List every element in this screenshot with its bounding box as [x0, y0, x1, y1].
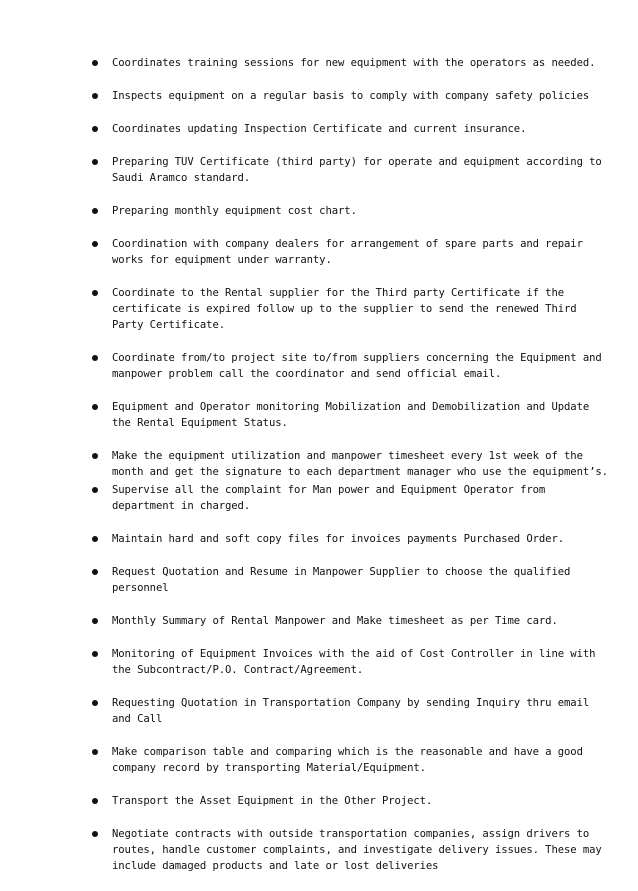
- list-item: [90, 448, 610, 480]
- bullet-icon: [92, 700, 98, 706]
- list-item-text: Monthly Summary of Rental Manpower and Make timesheet as per Time card.: [112, 615, 558, 627]
- list-item-text: Make the equipment utilization and manpower timesheet every 1st week of the month and get the signature to each department manager who use the equipment’s.: [112, 450, 608, 478]
- list-item-text: Equipment and Operator monitoring Mobilization and Demobilization and Update the Rental Equipment Status.: [112, 401, 590, 429]
- bullet-icon: [92, 651, 98, 657]
- bullet-icon: [92, 569, 98, 575]
- list-item-text: Coordinates training sessions for new equipment with the operators as needed.: [112, 57, 596, 69]
- bullet-icon: [92, 159, 98, 165]
- list-item-text: Requesting Quotation in Transportation Company by sending Inquiry thru email and Call: [112, 697, 590, 725]
- bullet-icon: [92, 241, 98, 247]
- list-item: [90, 285, 610, 333]
- list-item-text: Request Quotation and Resume in Manpower Supplier to choose the qualified personnel: [112, 566, 571, 594]
- list-item-text: Preparing TUV Certificate (third party) for operate and equipment according to Saudi Aramco standard.: [112, 156, 602, 184]
- list-item: [90, 88, 610, 104]
- list-item: [90, 482, 610, 514]
- list-item: [90, 613, 610, 629]
- bullet-icon: [92, 60, 98, 66]
- list-item: [90, 121, 610, 137]
- list-item-text: Coordinates updating Inspection Certificate and current insurance.: [112, 123, 527, 135]
- list-item-text: Preparing monthly equipment cost chart.: [112, 205, 357, 217]
- bullet-icon: [92, 355, 98, 361]
- list-item-text: Transport the Asset Equipment in the Other Project.: [112, 795, 433, 807]
- bullet-icon: [92, 487, 98, 493]
- list-item: [90, 646, 610, 678]
- list-item: [90, 744, 610, 776]
- list-item: [90, 826, 610, 874]
- bullet-icon: [92, 536, 98, 542]
- list-item-text: Make comparison table and comparing which is the reasonable and have a good company record by transporting Material/Equipment.: [112, 746, 583, 774]
- bullet-icon: [92, 618, 98, 624]
- list-item: [90, 531, 610, 547]
- list-item-text: Inspects equipment on a regular basis to comply with company safety policies: [112, 90, 590, 102]
- list-item-text: Negotiate contracts with outside transportation companies, assign drivers to routes, handle customer complaints, and investigate delivery issues. These may include damaged products and late or lost deliveries: [112, 828, 602, 872]
- list-item: [90, 399, 610, 431]
- bullet-icon: [92, 831, 98, 837]
- bullet-icon: [92, 126, 98, 132]
- list-item-text: Maintain hard and soft copy files for invoices payments Purchased Order.: [112, 533, 565, 545]
- list-item: [90, 154, 610, 186]
- list-item: [90, 793, 610, 809]
- list-item-text: Supervise all the complaint for Man power and Equipment Operator from department in charged.: [112, 484, 546, 512]
- bullet-icon: [92, 93, 98, 99]
- bullet-icon: [92, 404, 98, 410]
- list-item: [90, 350, 610, 382]
- list-item: [90, 55, 610, 71]
- list-item-text: Coordinate to the Rental supplier for the Third party Certificate if the certificate is expired follow up to the supplier to send the renewed Third Party Certificate.: [112, 287, 577, 331]
- bullet-icon: [92, 208, 98, 214]
- bullet-list: [90, 55, 610, 891]
- bullet-icon: [92, 749, 98, 755]
- list-item: [90, 203, 610, 219]
- list-item: [90, 236, 610, 268]
- list-item-text: Coordinate from/to project site to/from suppliers concerning the Equipment and manpower problem call the coordinator and send official email.: [112, 352, 602, 380]
- list-item: [90, 695, 610, 727]
- list-item-text: Coordination with company dealers for arrangement of spare parts and repair works for equipment under warranty.: [112, 238, 583, 266]
- bullet-icon: [92, 290, 98, 296]
- bullet-icon: [92, 453, 98, 459]
- bullet-icon: [92, 798, 98, 804]
- list-item-text: Monitoring of Equipment Invoices with the aid of Cost Controller in line with the Subcontract/P.O. Contract/Agreement.: [112, 648, 596, 676]
- list-item: [90, 564, 610, 596]
